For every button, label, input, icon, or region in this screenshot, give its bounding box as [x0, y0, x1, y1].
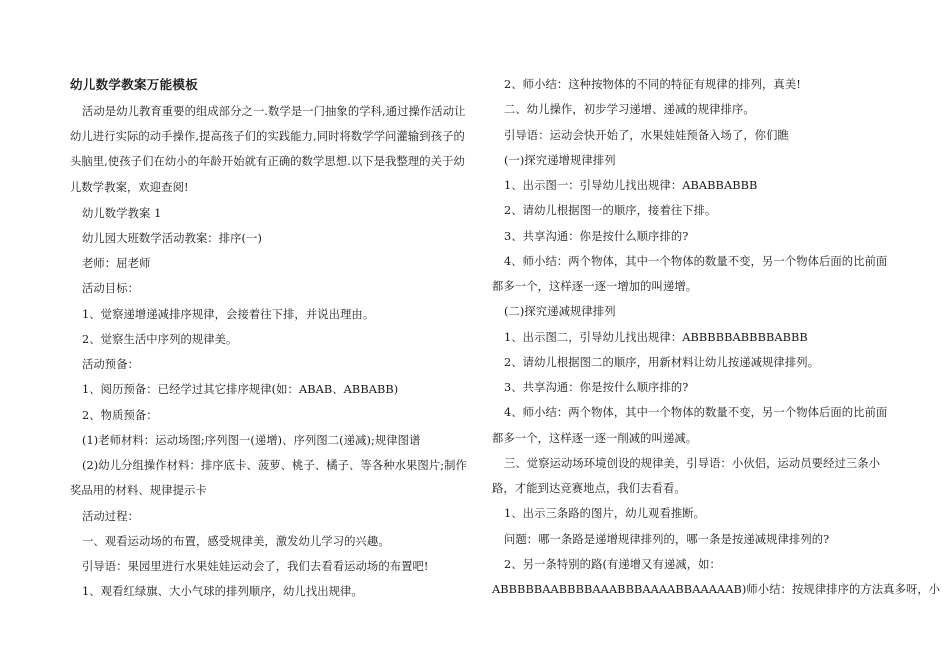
paragraph-line: 1、观看红绿旗、大小气球的排列顺序，幼儿找出规律。: [82, 585, 363, 598]
paragraph-line: 2、请幼儿根据图二的顺序，用新材料让幼儿按递减规律排列。: [504, 356, 820, 369]
paragraph-line: 一、观看运动场的布置，感受规律美，激发幼儿学习的兴趣。: [82, 535, 390, 548]
paragraph-line: 1、出示图一：引导幼儿找出规律：ABABBABBB: [504, 179, 758, 192]
paragraph-line: 4、师小结：两个物体，其中一个物体的数量不变，另一个物体后面的比前面: [504, 255, 888, 268]
paragraph-line: 2、物质预备：: [82, 409, 158, 422]
paragraph-line: 路，才能到达竞赛地点，我们去看看。: [492, 482, 686, 495]
paragraph-line: 儿数学教案，欢迎查阅!: [70, 181, 189, 194]
paragraph-line: 1、阅历预备：已经学过其它排序规律(如：ABAB、ABBABB): [82, 383, 399, 396]
paragraph-line: 4、师小结：两个物体，其中一个物体的数量不变，另一个物体后面的比前面: [504, 406, 888, 419]
paragraph-line: ABBBBBAABBBBAAABBBAAAABBAAAAAB)师小结：按规律排序的方法真多呀，小: [492, 583, 941, 596]
paragraph-line: 2、师小结：这种按物体的不同的特征有规律的排列，真美!: [504, 78, 801, 91]
paragraph-line: 三、觉察运动场环境创设的规律美，引导语：小伙侣，运动员要经过三条小: [504, 457, 881, 470]
paragraph-line: 幼儿园大班数学活动教案：排序(一): [82, 232, 262, 245]
paragraph-line: 1、出示三条路的图片，幼儿观看推断。: [504, 507, 706, 520]
paragraph-line: 问题：哪一条路是递增规律排列的，哪一条是按递减规律排列的?: [504, 533, 830, 546]
paragraph-line: 奖品用的材料、规律提示卡: [70, 484, 207, 497]
paragraph-line: 二、幼儿操作，初步学习递增、递减的规律排序。: [504, 103, 755, 116]
paragraph-line: 都多一个，这样逐一逐一削减的叫递减。: [492, 432, 698, 445]
paragraph-line: 活动是幼儿教育重要的组成部分之一.数学是一门抽象的学科,通过操作活动让: [82, 105, 466, 118]
paragraph-line: (2)幼儿分组操作材料：排序底卡、菠萝、桃子、橘子、等各种水果图片;制作: [82, 459, 467, 472]
paragraph-line: 1、觉察递增递减排序规律，会接着往下排，并说出理由。: [82, 308, 375, 321]
paragraph-line: 引导语：运动会快开始了，水果娃娃预备入场了，你们瞧: [504, 129, 789, 142]
paragraph-line: 2、另一条特别的路(有递增又有递减，如：: [504, 558, 721, 571]
paragraph-line: 2、觉察生活中序列的规律美。: [82, 333, 238, 346]
paragraph-line: 1、出示图二，引导幼儿找出规律：ABBBBBABBBBABBB: [504, 331, 808, 344]
paragraph-line: 活动目标：: [82, 282, 139, 295]
paragraph-line: 都多一个，这样逐一逐一增加的叫递增。: [492, 280, 698, 293]
paragraph-line: 3、共享沟通：你是按什么顺序排的?: [504, 230, 689, 243]
paragraph-line: 老师：屈老师: [82, 257, 151, 270]
paragraph-line: 活动预备：: [82, 358, 139, 371]
paragraph-line: 2、请幼儿根据图一的顺序，接着往下排。: [504, 204, 717, 217]
paragraph-line: 头脑里,使孩子们在幼小的年龄开始就有正确的数学思想.以下是我整理的关于幼: [70, 155, 465, 168]
paragraph-line: 3、共享沟通：你是按什么顺序排的?: [504, 381, 689, 394]
paragraph-line: 幼儿进行实际的动手操作,提高孩子们的实践能力,同时将数学学问灌输到孩子的: [70, 130, 465, 143]
paragraph-line: (一)探究递增规律排列: [504, 154, 616, 167]
paragraph-line: (1)老师材料：运动场图;序列图一(递增)、序列图二(递减);规律图谱: [82, 434, 421, 447]
section-heading: 幼儿数学教案 1: [82, 207, 162, 220]
document-title: 幼儿数学教案万能模板: [70, 77, 199, 92]
paragraph-line: 引导语：果园里进行水果娃娃运动会了，我们去看看运动场的布置吧!: [82, 560, 429, 573]
paragraph-line: (二)探究递减规律排列: [504, 305, 616, 318]
paragraph-line: 活动过程：: [82, 510, 139, 523]
